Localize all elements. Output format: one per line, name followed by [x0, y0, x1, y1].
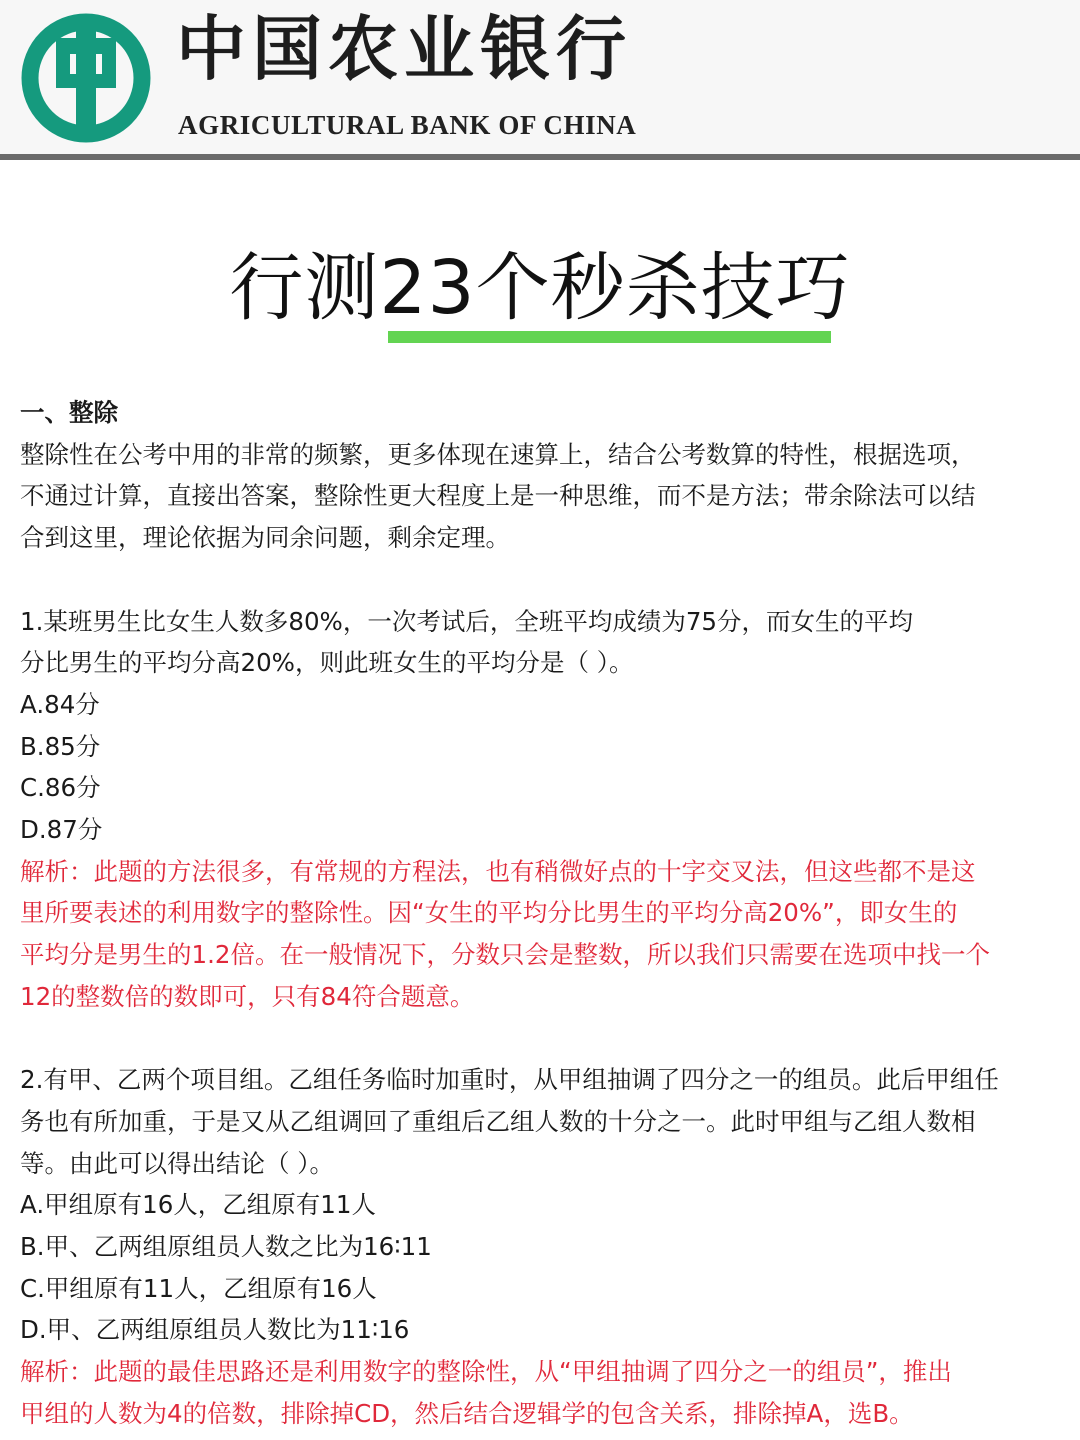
question-1-analysis-line: 里所要表述的利用数字的整除性。因“女生的平均分比男生的平均分高20%”，即女生的 [20, 898, 958, 928]
question-1-option-c: C.86分 [20, 773, 101, 803]
intro-line: 不通过计算，直接出答案，整除性更大程度上是一种思维，而不是方法；带余除法可以结 [20, 481, 976, 511]
agricultural-bank-logo-icon [20, 12, 152, 144]
question-2-analysis-line: 解析：此题的最佳思路还是利用数字的整除性，从“甲组抽调了四分之一的组员”，推出 [20, 1357, 952, 1387]
question-1-analysis-line: 平均分是男生的1.2倍。在一般情况下，分数只会是整数，所以我们只需要在选项中找一个 [20, 940, 990, 970]
question-2-stem-line: 2.有甲、乙两个项目组。乙组任务临时加重时，从甲组抽调了四分之一的组员。此后甲组任 [20, 1065, 999, 1095]
question-2-option-d: D.甲、乙两组原组员人数比为11∶16 [20, 1315, 410, 1345]
bank-name-chinese: 中国农业银行 [176, 7, 632, 90]
paragraph-gap [20, 1018, 1065, 1060]
header-divider [0, 154, 1080, 160]
question-1-option-d: D.87分 [20, 815, 103, 845]
bank-name-english: AGRICULTURAL BANK OF CHINA [178, 110, 637, 140]
question-2-option-a: A.甲组原有16人，乙组原有11人 [20, 1190, 376, 1220]
question-2-option-b: B.甲、乙两组原组员人数之比为16∶11 [20, 1232, 432, 1262]
question-1-analysis-line: 解析：此题的方法很多，有常规的方程法，也有稍微好点的十字交叉法，但这些都不是这 [20, 856, 976, 886]
page-title: 行测23个秒杀技巧 [229, 245, 851, 331]
question-2-stem-line: 务也有所加重，于是又从乙组调回了重组后乙组人数的十分之一。此时甲组与乙组人数相 [20, 1106, 976, 1136]
section-heading: 一、整除 [20, 398, 118, 427]
question-1-option-b: B.85分 [20, 731, 101, 761]
question-1-stem-line: 分比男生的平均分高20%，则此班女生的平均分是（ ）。 [20, 648, 634, 678]
paragraph-gap [20, 559, 1065, 601]
intro-line: 整除性在公考中用的非常的频繁，更多体现在速算上，结合公考数算的特性，根据选项， [20, 439, 976, 469]
article-body [20, 392, 1065, 1435]
question-1-option-a: A.84分 [20, 689, 100, 719]
intro-line: 合到这里，理论依据为同余问题，剩余定理。 [20, 523, 510, 553]
question-2-analysis-line: 甲组的人数为4的倍数，排除掉CD，然后结合逻辑学的包含关系，排除掉A，选B。 [20, 1398, 914, 1428]
question-2-stem-line: 等。由此可以得出结论（ ）。 [20, 1148, 335, 1178]
title-highlight-underline [388, 331, 831, 343]
header-banner [0, 0, 1080, 155]
question-1-stem-line: 1.某班男生比女生人数多80%，一次考试后，全班平均成绩为75分，而女生的平均 [20, 606, 914, 636]
question-2-option-c: C.甲组原有11人，乙组原有16人 [20, 1273, 377, 1303]
title-container [0, 245, 1080, 331]
question-1-analysis-line: 12的整数倍的数即可，只有84符合题意。 [20, 981, 475, 1011]
